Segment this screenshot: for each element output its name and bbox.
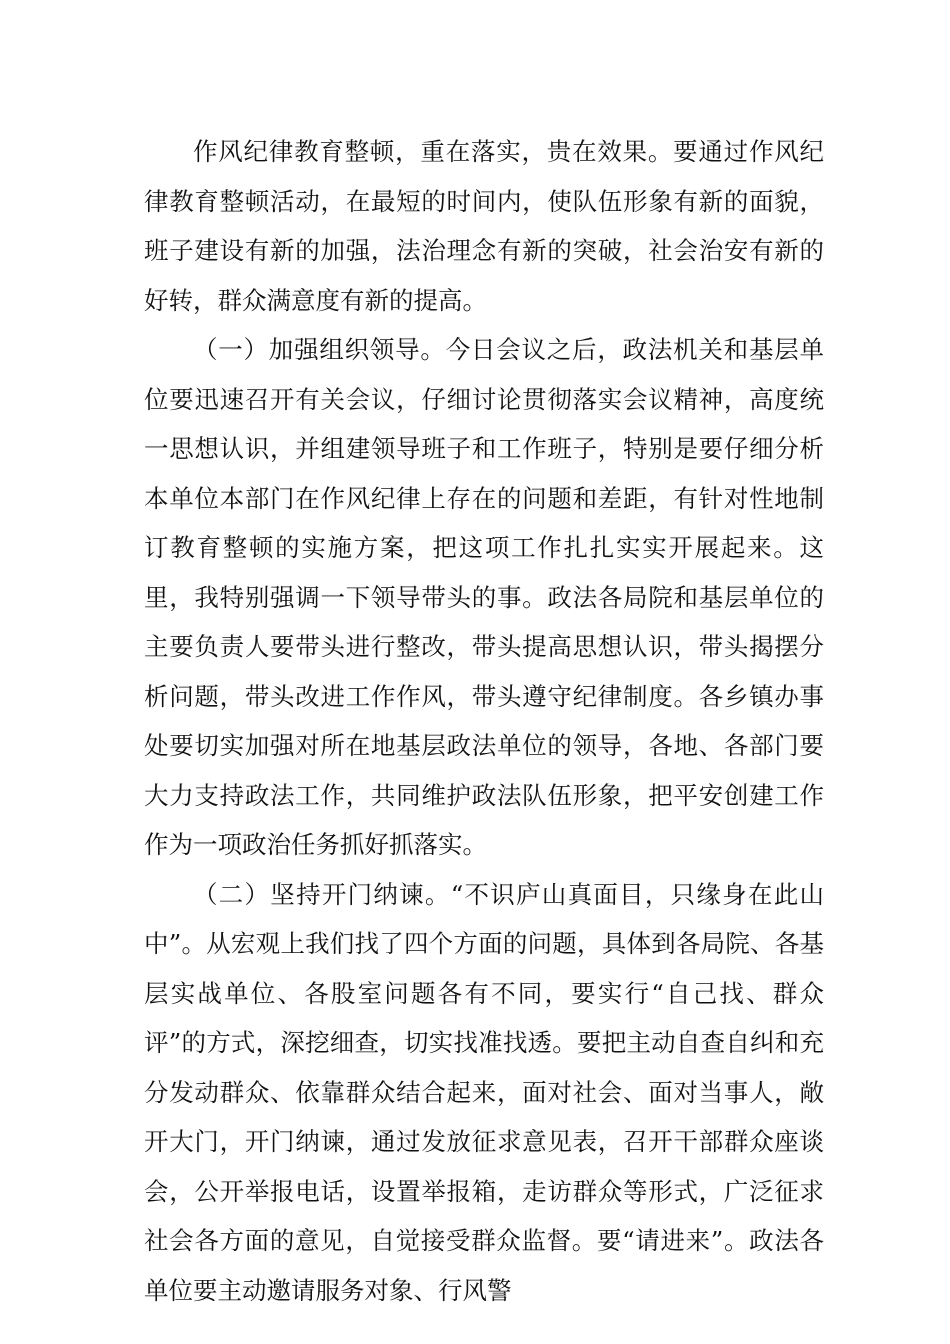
paragraph-3: （二）坚持开门纳谏。“不识庐山真面目，只缘身在此山中”。从宏观上我们找了四个方面的问题，具体到各局院、各基层实战单位、各股室问题各有不同，要实行“自己找、群众评”的方式，深挖细查，切实找准找透。要把主动自查自纠和充分发动群众、依靠群众结合起来，面对社会、面对当事人，敞开大门，开门纳谏，通过发放征求意见表，召开干部群众座谈会，公开举报电话，设置举报箱，走访群众等形式，广泛征求社会各方面的意见，自觉接受群众监督。要“请进来”。政法各单位要主动邀请服务对象、行风警	[144, 879, 824, 1305]
paragraph-1: 作风纪律教育整顿，重在落实，贵在效果。要通过作风纪律教育整顿活动，在最短的时间内，使队伍形象有新的面貌，班子建设有新的加强，法治理念有新的突破，社会治安有新的好转，群众满意度有新的提高。	[144, 137, 824, 315]
document-body	[144, 127, 824, 1315]
paragraph-2: （一）加强组织领导。今日会议之后，政法机关和基层单位要迅速召开有关会议，仔细讨论贯彻落实会议精神，高度统一思想认识，并组建领导班子和工作班子，特别是要仔细分析本单位本部门在作风纪律上存在的问题和差距，有针对性地制订教育整顿的实施方案，把这项工作扎扎实实开展起来。这里，我特别强调一下领导带头的事。政法各局院和基层单位的主要负责人要带头进行整改，带头提高思想认识，带头揭摆分析问题，带头改进工作作风，带头遵守纪律制度。各乡镇办事处要切实加强对所在地基层政法单位的领导，各地、各部门要大力支持政法工作，共同维护政法队伍形象，把平安创建工作作为一项政治任务抓好抓落实。	[144, 335, 824, 859]
